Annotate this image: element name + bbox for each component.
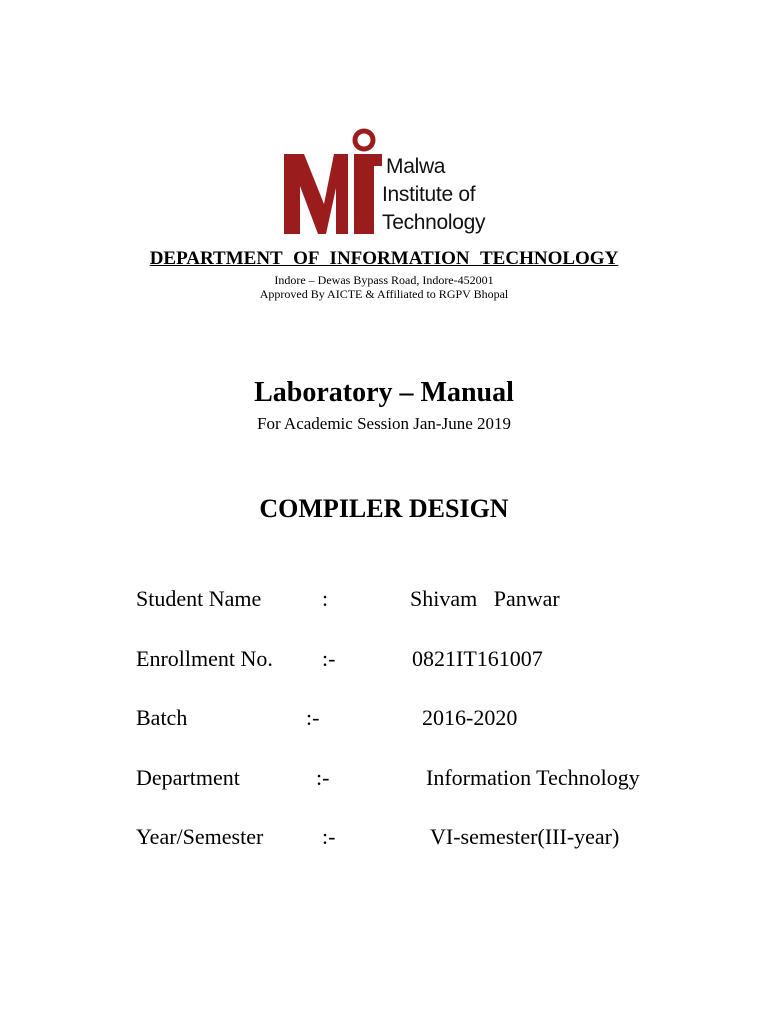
info-label: Year/Semester	[136, 824, 264, 849]
institute-address: Indore – Dewas Bypass Road, Indore-452001	[274, 273, 494, 287]
info-label: Student Name	[136, 586, 262, 611]
info-row-batch	[136, 705, 534, 735]
info-separator: :-	[316, 765, 330, 790]
info-value: VI-semester(III-year)	[430, 824, 620, 849]
department-heading: DEPARTMENT OF INFORMATION TECHNOLOGY	[149, 248, 619, 269]
document-title: Laboratory – Manual	[254, 377, 514, 408]
info-value: 0821IT161007	[412, 646, 543, 671]
info-label: Department	[136, 765, 240, 790]
info-label: Batch	[136, 705, 188, 730]
logo-text-technology: Technology	[382, 211, 486, 234]
info-value: 2016-2020	[422, 705, 518, 730]
mit-logo-mark	[282, 126, 382, 242]
logo-text-institute: Institute of	[382, 183, 476, 206]
info-value: Shivam Panwar	[410, 586, 560, 611]
approval-line: Approved By AICTE & Affiliated to RGPV Bhopal	[259, 287, 509, 301]
info-row-department	[136, 765, 674, 795]
info-separator: :-	[306, 705, 320, 730]
institute-logo	[282, 126, 502, 242]
info-label: Enrollment No.	[136, 646, 273, 671]
info-separator: :-	[322, 646, 336, 671]
info-separator: :-	[322, 824, 336, 849]
info-row-year-semester	[136, 824, 648, 854]
info-row-enrollment	[136, 646, 564, 676]
info-row-student-name	[136, 586, 584, 616]
info-value: Information Technology	[426, 765, 640, 790]
info-separator: :	[322, 586, 329, 611]
logo-text-malwa: Malwa	[386, 155, 446, 178]
academic-session: For Academic Session Jan-June 2019	[256, 414, 512, 433]
subject-title: COMPILER DESIGN	[259, 494, 509, 523]
